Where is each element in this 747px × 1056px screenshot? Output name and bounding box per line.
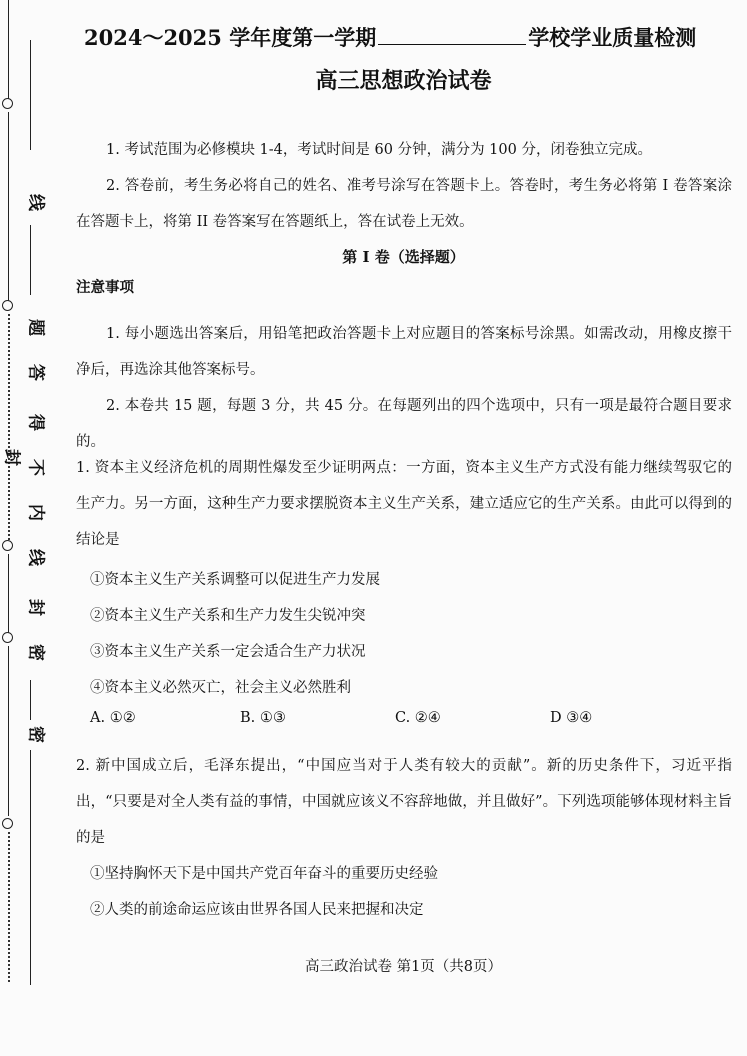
binding-circle [2, 98, 13, 109]
notes-title: 注意事项 [76, 279, 134, 296]
q1-choice-a: A. ①② [90, 710, 136, 726]
q1-item-4: ④资本主义必然灭亡，社会主义必然胜利 [90, 680, 351, 696]
intro-item-1: 1. 考试范围为必修模块 1-4，考试时间是 60 分钟，满分为 100 分，闭卷独立完成。 [106, 142, 652, 158]
page-footer: 高三政治试卷 第1页（共8页） [304, 959, 503, 975]
sidebar-bar [30, 680, 31, 720]
binding-dotted-line [8, 314, 10, 544]
q1-item-3: ③资本主义生产关系一定会适合生产力状况 [90, 644, 366, 660]
sidebar-bar [30, 750, 31, 985]
sidebar-char: 题 [25, 319, 46, 336]
section-title: 第 I 卷（选择题） [342, 248, 465, 266]
binding-dotted-line [8, 832, 10, 982]
binding-margin [0, 0, 60, 1056]
q2-item-2: ②人类的前途命运应该由世界各国人民来把握和决定 [90, 902, 424, 918]
q1-choice-d: D ③④ [550, 710, 593, 726]
sidebar-char: 内 [25, 504, 46, 521]
note-item-1: 1. 每小题选出答案后，用铅笔把政治答题卡上对应题目的答案标号涂黑。如需改动，用橡皮擦干净后，再选涂其他答案标号。 [76, 326, 732, 378]
q2-item-1: ①坚持胸怀天下是中国共产党百年奋斗的重要历史经验 [90, 866, 438, 882]
q2-stem: 2. 新中国成立后，毛泽东提出，“中国应当对于人类有较大的贡献”。新的历史条件下，习近平指出，“只要是对全人类有益的事情，中国就应该义不容辞地做，并且做好”。下列选项能够体现材料主旨的是 [76, 758, 732, 846]
binding-line [8, 112, 9, 302]
note-item-2: 2. 本卷共 15 题，每题 3 分，共 45 分。在每题列出的四个选项中，只有一项是最符合题目要求的。 [76, 398, 732, 450]
binding-circle [2, 632, 13, 643]
sidebar-char: 封 [25, 599, 46, 616]
binding-circle [2, 818, 13, 829]
q1-item-1: ①资本主义生产关系调整可以促进生产力发展 [90, 572, 380, 588]
exam-subtitle: 高三思想政治试卷 [315, 68, 492, 94]
sidebar-char: 不 [25, 459, 46, 476]
title-prefix: 2024～2025 学年度第一学期 [84, 25, 377, 50]
binding-line [8, 646, 9, 816]
q1-item-2: ②资本主义生产关系和生产力发生尖锐冲突 [90, 608, 366, 624]
sidebar-line-mark: 线 [25, 194, 46, 211]
intro-item-2: 2. 答卷前，考生务必将自己的姓名、准考号涂写在答题卡上。答卷时，考生务必将第 I 卷答案涂在答题卡上，将第 II 卷答案写在答题纸上，答在试卷上无效。 [76, 178, 732, 230]
sidebar-bottom-mark: 密 [25, 726, 46, 743]
sidebar-char: 线 [25, 549, 46, 566]
title-suffix: 学校学业质量检测 [528, 25, 697, 50]
sidebar-top-mark: 封 [1, 449, 22, 466]
sidebar-char: 答 [25, 364, 46, 381]
binding-circle [2, 540, 13, 551]
sidebar-bar [30, 40, 31, 150]
q1-choice-b: B. ①③ [240, 710, 286, 726]
sidebar-char: 密 [25, 644, 46, 661]
school-name-blank [378, 24, 526, 45]
exam-title [84, 22, 696, 52]
sidebar-bar [30, 225, 31, 295]
binding-circle [2, 300, 13, 311]
q1-stem: 1. 资本主义经济危机的周期性爆发至少证明两点：一方面，资本主义生产方式没有能力继续驾驭它的生产力。另一方面，这种生产力要求摆脱资本主义生产关系，建立适应它的生产关系。由此可以得到的结论是 [76, 460, 732, 548]
binding-line [8, 554, 9, 634]
sidebar-char: 得 [25, 414, 46, 431]
q1-choice-c: C. ②④ [395, 710, 441, 726]
